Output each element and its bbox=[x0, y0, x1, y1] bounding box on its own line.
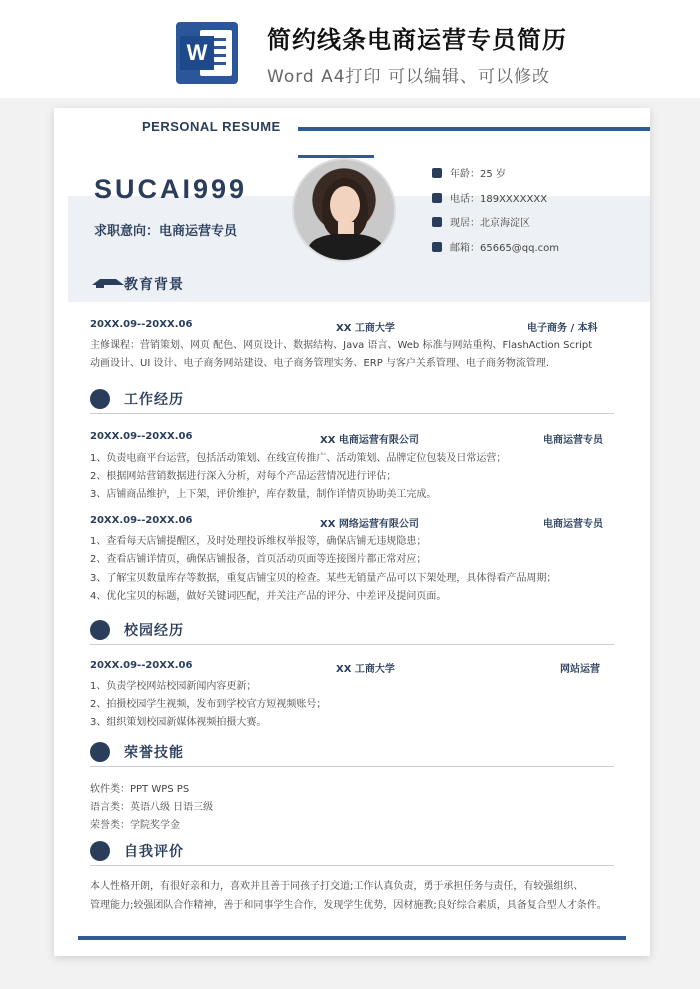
banner-subtitle: Word A4打印 可以编辑、可以修改 bbox=[267, 67, 550, 87]
section-divider bbox=[90, 865, 614, 866]
education-school: XX 工商大学 bbox=[336, 323, 395, 334]
contact-phone: 电话：189XXXXXXX bbox=[432, 190, 547, 205]
person-icon bbox=[90, 841, 110, 861]
template-banner bbox=[0, 0, 700, 98]
education-date: 20XX.09--20XX.06 bbox=[90, 319, 193, 330]
self-evaluation-line: 本人性格开朗，有很好亲和力，喜欢并且善于同孩子打交道;工作认真负责，勇于承担任务与责任，有较强组织、 bbox=[90, 881, 584, 892]
work-line: 1、负责电商平台运营，包括活动策划、在线宣传推广、活动策划、品牌定位包装及日常运营； bbox=[90, 453, 507, 464]
bottom-rule bbox=[78, 936, 626, 940]
section-divider bbox=[90, 766, 614, 767]
education-line: 主修课程：营销策划、网页 配色、网页设计、数据结构、Java 语言、Web 标准与网站重构、FlashAction Script bbox=[90, 340, 593, 351]
honors-line: 软件类：PPT WPS PS bbox=[90, 784, 190, 795]
section-education: 教育背景 bbox=[90, 274, 184, 294]
contact-location: 现居：北京海淀区 bbox=[432, 214, 530, 229]
honors-line: 语言类：英语八级 日语三级 bbox=[90, 802, 214, 813]
campus-line: 1、负责学校网站校园新闻内容更新； bbox=[90, 681, 257, 692]
campus-line: 3、组织策划校园新媒体视频拍摄大赛。 bbox=[90, 717, 267, 728]
honors-line: 荣誉类：学院奖学金 bbox=[90, 820, 180, 831]
avatar bbox=[292, 158, 396, 262]
work-line: 2、查看店铺详情页，确保店铺报备，首页活动页面等连接图片都正常对应； bbox=[90, 554, 427, 565]
word-icon bbox=[176, 22, 238, 84]
resume-page: PERSONAL RESUME SUCAI999 求职意向：电商运营专员 年龄：25 岁 电话：189XXXXXXX 现居：北京海淀区 邮箱：65665@qq.com 教育背景 20XX.09--20XX.06 XX 工商大学 电子商务 / 本科 主修课程：营销策划、网页 配色、网页设计、数据结构、Java 语言、Web 标准与网站重构、FlashAction Script 动画设计、UI 设计、电子商务网站建设、电子商务管理实务、ERP 与客户关系管理、电子商务物流管理. 工作经历 20XX.09--20XX.06 XX 电商运营有限公司 电商运营专员 1、负责电商平台运营，包括活动策划、在线宣传推广、活动策划、品牌定位包装及日常运营； 2、根据网站营销数据进行深入分析，对每个产品运营情况进行评估； 3、店铺商品维护，上下架，评价维护，库存数量，制作详情页协助美工完成。 20XX.09--20XX.06 XX 网络运营有限公司 电商运营专员 1、查看每天店铺提醒区，及时处理投诉维权举报等，确保店铺无违规隐患； 2、查看店铺详情页，确保店铺报备，首页活动页面等连接图片都正常对应； 3、了解宝贝数量库存等数据，重复店铺宝贝的检查。某些无销量产品可以下架处理，具体得看产品周期； 4、优化宝贝的标题，做好关键词匹配，并关注产品的评分、中差评及提问页面。 校园经历 20XX.09--20XX.06 XX 工商大学 网站运营 1、负责学校网站校园新闻内容更新； 2、拍摄校园学生视频，发布到学校官方短视频账号； 3、组织策划校园新媒体视频拍摄大赛。 荣誉技能 软件类：PPT WPS PS 语言类：英语八级 日语三级 荣誉类：学院奖学金 自我评价 本人性格开朗，有很好亲和力，喜欢并且善于同孩子打交道;工作认真负责，勇于承担任务与责任，有较强组织、 管理能力;较强团队合作精神，善于和同事学生合作，发现学生优势，因材施教;良好综合素质，具备复合型人才条件。 bbox=[54, 108, 650, 956]
mail-icon bbox=[432, 242, 442, 252]
education-major: 电子商务 / 本科 bbox=[527, 323, 598, 334]
work-line: 2、根据网站营销数据进行深入分析，对每个产品运营情况进行评估； bbox=[90, 471, 397, 482]
work-line: 4、优化宝贝的标题，做好关键词匹配，并关注产品的评分、中差评及提问页面。 bbox=[90, 591, 447, 602]
section-divider bbox=[90, 644, 614, 645]
banner-title: 简约线条电商运营专员简历 bbox=[267, 26, 567, 54]
location-icon bbox=[432, 217, 442, 227]
resume-label: PERSONAL RESUME bbox=[142, 119, 281, 134]
self-evaluation-line: 管理能力;较强团队合作精神，善于和同事学生合作，发现学生优势，因材施教;良好综合素质，具备复合型人才条件。 bbox=[90, 900, 607, 911]
section-work: 工作经历 bbox=[90, 389, 184, 409]
candidate-name: SUCAI999 bbox=[94, 174, 248, 204]
top-rule bbox=[298, 127, 650, 131]
trophy-icon bbox=[90, 742, 110, 762]
job-objective: 求职意向：电商运营专员 bbox=[94, 224, 238, 239]
work-line: 1、查看每天店铺提醒区，及时处理投诉维权举报等，确保店铺无违规隐患； bbox=[90, 536, 427, 547]
briefcase-icon bbox=[90, 389, 110, 409]
work-line: 3、了解宝贝数量库存等数据，重复店铺宝贝的检查。某些无销量产品可以下架处理，具体得看产品周期； bbox=[90, 573, 557, 584]
contact-age: 年龄：25 岁 bbox=[432, 165, 506, 180]
section-divider bbox=[90, 413, 614, 414]
phone-icon bbox=[432, 193, 442, 203]
section-campus: 校园经历 bbox=[90, 620, 184, 640]
graduation-cap-icon bbox=[90, 274, 110, 294]
work-line: 3、店铺商品维护，上下架，评价维护，库存数量，制作详情页协助美工完成。 bbox=[90, 489, 437, 500]
word-logo-letter: W bbox=[180, 36, 214, 70]
book-icon bbox=[90, 620, 110, 640]
education-line: 动画设计、UI 设计、电子商务网站建设、电子商务管理实务、ERP 与客户关系管理、电子商务物流管理. bbox=[90, 358, 550, 369]
age-icon bbox=[432, 168, 442, 178]
section-self-evaluation: 自我评价 bbox=[90, 841, 184, 861]
contact-email: 邮箱：65665@qq.com bbox=[432, 239, 559, 254]
section-honors: 荣誉技能 bbox=[90, 742, 184, 762]
campus-line: 2、拍摄校园学生视频，发布到学校官方短视频账号； bbox=[90, 699, 327, 710]
